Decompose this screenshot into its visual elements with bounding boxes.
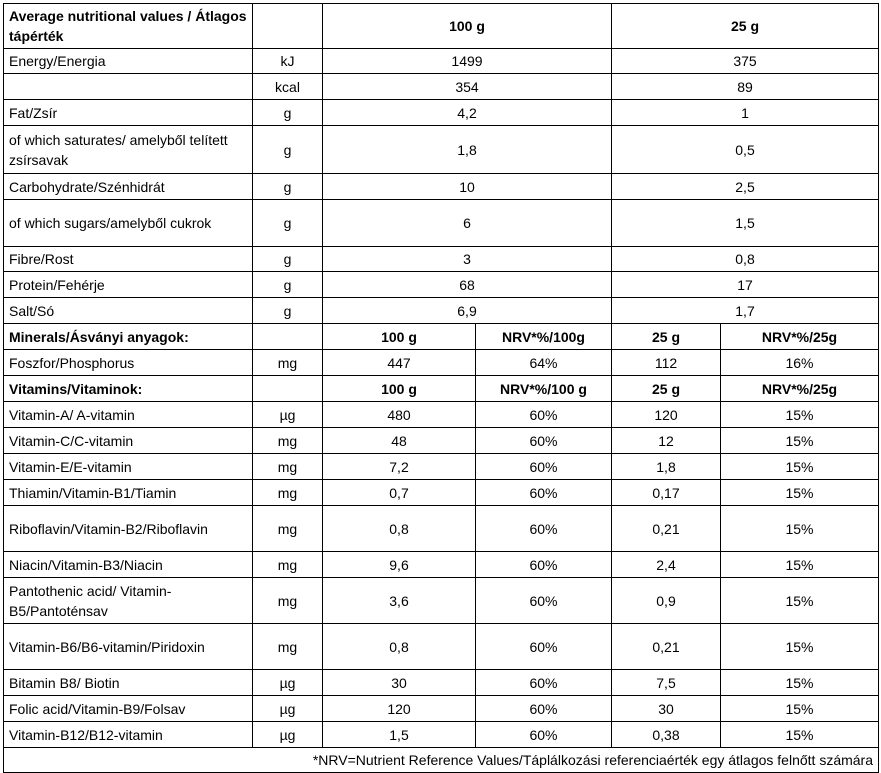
table-header-row — [4, 4, 879, 49]
nutrient-unit: g — [253, 126, 323, 174]
vitamin-row-b2 — [4, 506, 879, 552]
column-header-25g: 25 g — [612, 4, 879, 49]
nutrient-name: Energy/Energia — [4, 49, 253, 74]
vitamin-value-100g: 1,5 — [323, 722, 476, 748]
nutrient-unit: g — [253, 272, 323, 298]
vitamin-name: Folic acid/Vitamin-B9/Folsav — [4, 696, 253, 722]
footnote-row — [4, 748, 879, 773]
vitamin-name: Vitamin-B6/B6-vitamin/Piridoxin — [4, 624, 253, 670]
nutrient-value-25g: 17 — [612, 272, 879, 298]
vitamin-row-b12 — [4, 722, 879, 748]
nutrient-value-100g: 6 — [323, 200, 612, 247]
column-header-100g: 100 g — [323, 324, 476, 350]
mineral-value-100g: 447 — [323, 350, 476, 376]
vitamin-name: Vitamin-B12/B12-vitamin — [4, 722, 253, 748]
vitamin-value-25g: 30 — [612, 696, 721, 722]
vitamin-nrv-25g: 15% — [721, 624, 879, 670]
vitamin-nrv-100g: 60% — [476, 428, 612, 454]
vitamin-nrv-100g: 60% — [476, 402, 612, 428]
mineral-nrv-100g: 64% — [476, 350, 612, 376]
nutrient-row-fibre — [4, 247, 879, 272]
nutrient-value-25g: 1,7 — [612, 298, 879, 324]
column-header-100g: 100 g — [323, 376, 476, 402]
nutrient-value-100g: 1499 — [323, 49, 612, 74]
nutrient-value-100g: 6,9 — [323, 298, 612, 324]
vitamin-row-a — [4, 402, 879, 428]
vitamin-row-b1 — [4, 480, 879, 506]
vitamin-name: Vitamin-A/ A-vitamin — [4, 402, 253, 428]
nutrient-value-25g: 0,8 — [612, 247, 879, 272]
nutrient-value-100g: 10 — [323, 174, 612, 200]
vitamin-unit: µg — [253, 696, 323, 722]
vitamin-value-25g: 0,38 — [612, 722, 721, 748]
nutrient-value-100g: 4,2 — [323, 100, 612, 126]
nutrient-unit: g — [253, 298, 323, 324]
vitamin-value-25g: 12 — [612, 428, 721, 454]
vitamin-unit: µg — [253, 670, 323, 696]
vitamin-nrv-25g: 15% — [721, 480, 879, 506]
mineral-nrv-25g: 16% — [721, 350, 879, 376]
vitamins-section-title: Vitamins/Vitaminok: — [4, 376, 253, 402]
vitamin-unit: mg — [253, 480, 323, 506]
nutrient-row-salt — [4, 298, 879, 324]
vitamin-nrv-25g: 15% — [721, 722, 879, 748]
nutrient-value-25g: 0,5 — [612, 126, 879, 174]
vitamin-unit: mg — [253, 454, 323, 480]
nutrient-name: Fibre/Rost — [4, 247, 253, 272]
vitamin-unit: µg — [253, 722, 323, 748]
nutrient-name: Protein/Fehérje — [4, 272, 253, 298]
nutrient-value-25g: 2,5 — [612, 174, 879, 200]
vitamin-nrv-100g: 60% — [476, 480, 612, 506]
vitamin-nrv-25g: 15% — [721, 454, 879, 480]
vitamin-value-100g: 9,6 — [323, 552, 476, 578]
vitamin-nrv-25g: 15% — [721, 506, 879, 552]
vitamin-value-25g: 1,8 — [612, 454, 721, 480]
vitamin-unit: mg — [253, 428, 323, 454]
nutrient-name: of which sugars/amelyből cukrok — [4, 200, 253, 247]
vitamin-value-25g: 0,21 — [612, 624, 721, 670]
nutrient-unit: kJ — [253, 49, 323, 74]
column-header-nrv-100g: NRV*%/100 g — [476, 376, 612, 402]
nutrient-unit: g — [253, 200, 323, 247]
vitamin-name: Vitamin-C/C-vitamin — [4, 428, 253, 454]
nutrient-row-protein — [4, 272, 879, 298]
nutrient-unit: g — [253, 100, 323, 126]
column-header-nrv-25g: NRV*%/25g — [721, 324, 879, 350]
vitamin-value-25g: 7,5 — [612, 670, 721, 696]
vitamin-nrv-25g: 15% — [721, 670, 879, 696]
vitamins-header-row — [4, 376, 879, 402]
vitamin-row-b5 — [4, 578, 879, 624]
vitamin-name: Vitamin-E/E-vitamin — [4, 454, 253, 480]
vitamin-nrv-25g: 15% — [721, 552, 879, 578]
vitamin-row-b9 — [4, 696, 879, 722]
vitamin-value-100g: 120 — [323, 696, 476, 722]
vitamin-value-100g: 7,2 — [323, 454, 476, 480]
vitamin-unit: mg — [253, 578, 323, 624]
unit-header-cell — [253, 4, 323, 49]
nutrient-unit: kcal — [253, 74, 323, 100]
vitamin-nrv-25g: 15% — [721, 402, 879, 428]
nutrient-row-sugars — [4, 200, 879, 247]
vitamin-value-100g: 3,6 — [323, 578, 476, 624]
vitamin-nrv-100g: 60% — [476, 624, 612, 670]
vitamin-nrv-25g: 15% — [721, 428, 879, 454]
vitamin-name: Bitamin B8/ Biotin — [4, 670, 253, 696]
vitamin-value-100g: 0,7 — [323, 480, 476, 506]
minerals-header-row — [4, 324, 879, 350]
minerals-section-title: Minerals/Ásványi anyagok: — [4, 324, 253, 350]
vitamin-value-100g: 480 — [323, 402, 476, 428]
vitamin-value-100g: 30 — [323, 670, 476, 696]
mineral-unit: mg — [253, 350, 323, 376]
column-header-25g: 25 g — [612, 376, 721, 402]
nutrient-value-25g: 89 — [612, 74, 879, 100]
column-header-100g: 100 g — [323, 4, 612, 49]
unit-header-cell — [253, 324, 323, 350]
vitamin-value-25g: 2,4 — [612, 552, 721, 578]
table-title: Average nutritional values / Átlagos tápérték — [4, 4, 253, 49]
nutrient-row-carbohydrate — [4, 174, 879, 200]
nutrient-value-25g: 375 — [612, 49, 879, 74]
vitamin-unit: mg — [253, 506, 323, 552]
column-header-nrv-25g: NRV*%/25g — [721, 376, 879, 402]
nrv-footnote: *NRV=Nutrient Reference Values/Táplálkozási referenciaérték egy átlagos felnőtt számára — [4, 748, 879, 773]
vitamin-value-100g: 48 — [323, 428, 476, 454]
nutrient-unit: g — [253, 174, 323, 200]
vitamin-name: Pantothenic acid/ Vitamin-B5/Pantoténsav — [4, 578, 253, 624]
vitamin-nrv-100g: 60% — [476, 506, 612, 552]
vitamin-name: Thiamin/Vitamin-B1/Tiamin — [4, 480, 253, 506]
vitamin-nrv-100g: 60% — [476, 696, 612, 722]
mineral-row-phosphorus — [4, 350, 879, 376]
vitamin-value-25g: 0,21 — [612, 506, 721, 552]
nutrient-value-100g: 354 — [323, 74, 612, 100]
nutrient-name: of which saturates/ amelyből telített zsírsavak — [4, 126, 253, 174]
nutrient-value-100g: 1,8 — [323, 126, 612, 174]
nutrient-row-fat — [4, 100, 879, 126]
vitamin-value-25g: 0,17 — [612, 480, 721, 506]
vitamin-nrv-100g: 60% — [476, 670, 612, 696]
vitamin-nrv-100g: 60% — [476, 454, 612, 480]
vitamin-value-100g: 0,8 — [323, 506, 476, 552]
nutrient-row-energy-kj — [4, 49, 879, 74]
nutrient-name: Carbohydrate/Szénhidrát — [4, 174, 253, 200]
vitamin-row-c — [4, 428, 879, 454]
nutrient-value-25g: 1,5 — [612, 200, 879, 247]
vitamin-value-100g: 0,8 — [323, 624, 476, 670]
nutrition-table — [3, 3, 879, 773]
nutrient-row-energy-kcal — [4, 74, 879, 100]
vitamin-nrv-25g: 15% — [721, 696, 879, 722]
column-header-25g: 25 g — [612, 324, 721, 350]
vitamin-nrv-100g: 60% — [476, 552, 612, 578]
nutrient-name: Salt/Só — [4, 298, 253, 324]
vitamin-row-b6 — [4, 624, 879, 670]
nutrient-value-100g: 68 — [323, 272, 612, 298]
nutrient-name: Fat/Zsír — [4, 100, 253, 126]
vitamin-row-b8 — [4, 670, 879, 696]
vitamin-row-b3 — [4, 552, 879, 578]
nutrient-name — [4, 74, 253, 100]
vitamin-unit: mg — [253, 552, 323, 578]
nutrient-row-saturates — [4, 126, 879, 174]
nutrient-unit: g — [253, 247, 323, 272]
vitamin-name: Niacin/Vitamin-B3/Niacin — [4, 552, 253, 578]
nutrient-value-100g: 3 — [323, 247, 612, 272]
unit-header-cell — [253, 376, 323, 402]
mineral-name: Foszfor/Phosphorus — [4, 350, 253, 376]
column-header-nrv-100g: NRV*%/100g — [476, 324, 612, 350]
nutrient-value-25g: 1 — [612, 100, 879, 126]
vitamin-name: Riboflavin/Vitamin-B2/Riboflavin — [4, 506, 253, 552]
vitamin-unit: mg — [253, 624, 323, 670]
vitamin-unit: µg — [253, 402, 323, 428]
vitamin-nrv-100g: 60% — [476, 578, 612, 624]
vitamin-row-e — [4, 454, 879, 480]
mineral-value-25g: 112 — [612, 350, 721, 376]
vitamin-nrv-100g: 60% — [476, 722, 612, 748]
vitamin-value-25g: 0,9 — [612, 578, 721, 624]
vitamin-nrv-25g: 15% — [721, 578, 879, 624]
vitamin-value-25g: 120 — [612, 402, 721, 428]
